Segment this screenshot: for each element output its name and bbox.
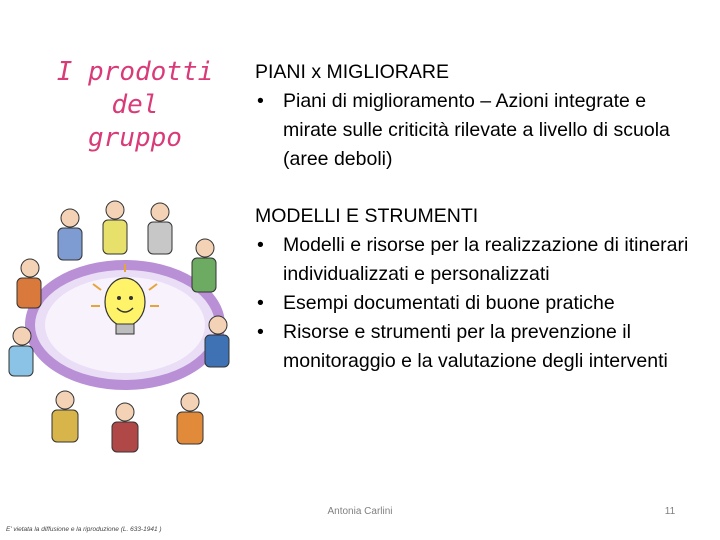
page-number: 11 xyxy=(664,506,676,517)
title-line-1: I prodotti xyxy=(56,57,214,87)
footer-author: Antonia Carlini xyxy=(327,506,393,517)
title-line-2: del xyxy=(111,90,159,120)
list-item: • Risorse e strumenti per la prevenzione il monitoraggio e la valutazione degli interventi xyxy=(255,318,705,376)
section-heading-modelli: MODELLI E STRUMENTI xyxy=(255,205,479,227)
bullet-list-piani xyxy=(255,87,705,174)
list-item: • Esempi documentati di buone pratiche xyxy=(255,289,705,318)
bullet-list-modelli xyxy=(255,231,705,376)
list-item: • Modelli e risorse per la realizzazione di itinerari individualizzati e personalizzati xyxy=(255,231,705,289)
section-heading-piani: PIANI x MIGLIORARE xyxy=(255,61,449,83)
slide-title xyxy=(40,56,230,155)
title-line-3: gruppo xyxy=(88,123,182,153)
copyright-notice: E' vietata la diffusione e la riproduzione (L. 633-1941 ) xyxy=(6,526,162,533)
slide-content xyxy=(255,58,705,376)
list-item: • Piani di miglioramento – Azioni integrate e mirate sulle criticità rilevate a livello di scuola (aree deboli) xyxy=(255,87,705,174)
team-meeting-lightbulb-icon xyxy=(0,190,250,455)
